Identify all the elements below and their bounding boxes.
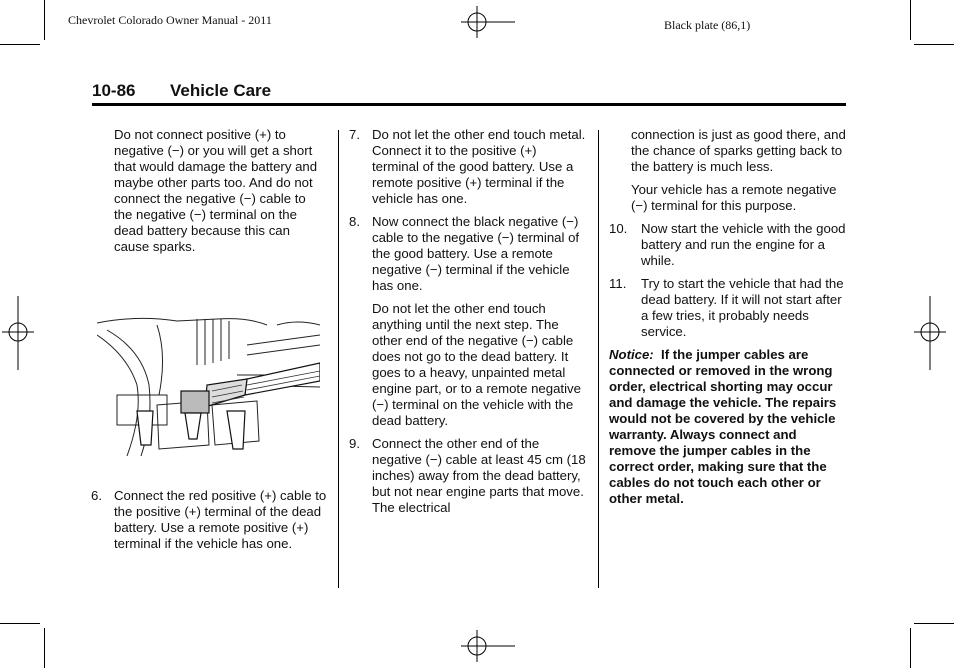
step-number: 9. — [349, 436, 360, 451]
section-heading — [92, 80, 846, 106]
crop-mark — [914, 623, 954, 624]
step-text: Now start the vehicle with the good battery and run the engine for a while. — [641, 221, 846, 268]
step-9-continued: connection is just as good there, and the chance of sparks getting back to the battery is much less. — [631, 127, 846, 174]
step-text: Now connect the black negative (−) cable to the negative (−) terminal of the good battery. Use a remote negative (−) terminal if the vehicle has one. — [372, 214, 580, 293]
registration-crosshair-icon — [2, 296, 34, 370]
column-1-lower — [91, 488, 327, 559]
column-2 — [349, 127, 587, 523]
step-7 — [349, 127, 587, 207]
crop-mark — [44, 628, 45, 668]
column-3 — [609, 127, 847, 514]
step-6 — [91, 488, 327, 552]
registration-crosshair-icon — [914, 296, 946, 370]
manual-title: Chevrolet Colorado Owner Manual - 2011 — [68, 13, 272, 27]
step-11 — [609, 276, 847, 340]
column-divider — [598, 130, 599, 588]
column-1 — [91, 127, 327, 262]
step-number: 10. — [609, 221, 628, 236]
step-9 — [349, 436, 587, 516]
registration-crosshair-icon — [461, 630, 515, 662]
step-8-note: Do not let the other end touch anything until the next step. The other end of the negative (−) cable does not go to the dead battery. It goes to a heavy, unpainted metal engine part, or to a remote negative (−) terminal on the vehicle with the dead battery. — [372, 301, 581, 428]
step-number: 8. — [349, 214, 360, 229]
step-text: Do not let the other end touch metal. Connect it to the positive (+) terminal of the good battery. Use a remote positive (+) terminal if the vehicle has one. — [372, 127, 586, 206]
crop-mark — [44, 0, 45, 40]
crop-mark — [910, 0, 911, 40]
warning-paragraph: Do not connect positive (+) to negative (−) or you will get a short that would damage the battery and maybe other parts too. And do not connect the negative (−) cable to the negative (−) terminal on the dead battery because this can cause sparks. — [114, 127, 318, 254]
step-number: 6. — [91, 488, 102, 503]
notice-label: Notice: — [609, 347, 654, 362]
crop-mark — [914, 44, 954, 45]
step-number: 7. — [349, 127, 360, 142]
crop-mark — [910, 628, 911, 668]
notice-paragraph — [609, 347, 847, 507]
crop-mark — [0, 44, 40, 45]
section-title: Vehicle Care — [170, 81, 272, 100]
column-divider — [338, 130, 339, 588]
step-10 — [609, 221, 847, 269]
step-number: 11. — [609, 276, 627, 291]
notice-text: If the jumper cables are connected or removed in the wrong order, electrical shorting may occur and damage the vehicle. The repairs would not be covered by the vehicle warranty. Always connect and remove the jumper cables in the correct order, making sure that the cables do not touch each other or other metal. — [609, 347, 837, 506]
step-text: Connect the red positive (+) cable to the positive (+) terminal of the dead battery. Use a remote positive (+) terminal if the vehicle has one. — [114, 488, 327, 551]
step-text: Connect the other end of the negative (−) cable at least 45 cm (18 inches) away from the dead battery, but not near engine parts that move. The electrical — [372, 436, 586, 515]
step-8 — [349, 214, 587, 294]
plate-label: Black plate (86,1) — [664, 18, 751, 32]
page-number: 10-86 — [92, 81, 136, 100]
step-text: Try to start the vehicle that had the dead battery. If it will not start after a few tries, it probably needs service. — [641, 276, 844, 339]
registration-crosshair-icon — [461, 6, 515, 38]
jumper-cable-clamp-illustration — [97, 315, 320, 456]
crop-mark — [0, 623, 40, 624]
step-9-note: Your vehicle has a remote negative (−) terminal for this purpose. — [631, 182, 837, 213]
